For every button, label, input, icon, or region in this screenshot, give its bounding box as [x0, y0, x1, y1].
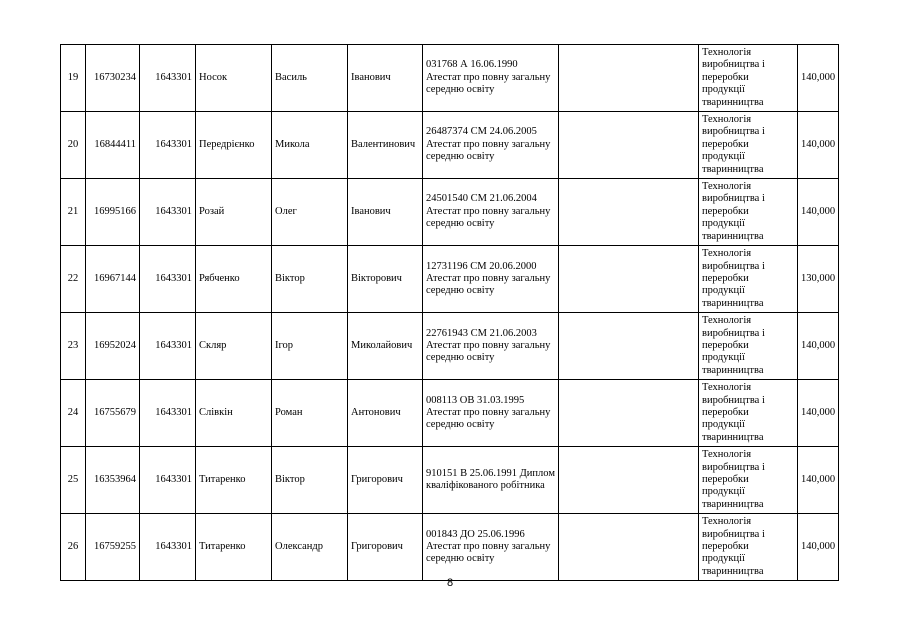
surname-cell: Носок	[196, 45, 272, 112]
program-cell: Технологія виробництва і переробки продукції тваринництва	[699, 380, 798, 447]
surname-cell: Титаренко	[196, 514, 272, 581]
specialty-code-cell: 1643301	[140, 45, 196, 112]
empty-cell	[559, 514, 699, 581]
program-cell: Технологія виробництва і переробки продукції тваринництва	[699, 45, 798, 112]
surname-cell: Розай	[196, 179, 272, 246]
row-number-cell: 23	[61, 313, 86, 380]
patronymic-cell: Антонович	[348, 380, 423, 447]
patronymic-cell: Миколайович	[348, 313, 423, 380]
surname-cell: Рябченко	[196, 246, 272, 313]
first-name-cell: Віктор	[272, 246, 348, 313]
score-cell: 140,000	[798, 313, 839, 380]
person-code-cell: 16759255	[86, 514, 140, 581]
first-name-cell: Василь	[272, 45, 348, 112]
first-name-cell: Віктор	[272, 447, 348, 514]
program-cell: Технологія виробництва і переробки продукції тваринництва	[699, 514, 798, 581]
specialty-code-cell: 1643301	[140, 179, 196, 246]
row-number-cell: 22	[61, 246, 86, 313]
surname-cell: Слівкін	[196, 380, 272, 447]
records-table	[60, 44, 839, 581]
table-row	[61, 112, 839, 179]
specialty-code-cell: 1643301	[140, 380, 196, 447]
empty-cell	[559, 45, 699, 112]
table-row	[61, 514, 839, 581]
score-cell: 140,000	[798, 179, 839, 246]
person-code-cell: 16844411	[86, 112, 140, 179]
score-cell: 140,000	[798, 514, 839, 581]
surname-cell: Передрієнко	[196, 112, 272, 179]
patronymic-cell: Іванович	[348, 45, 423, 112]
table-row	[61, 447, 839, 514]
specialty-code-cell: 1643301	[140, 112, 196, 179]
surname-cell: Титаренко	[196, 447, 272, 514]
first-name-cell: Микола	[272, 112, 348, 179]
program-cell: Технологія виробництва і переробки продукції тваринництва	[699, 313, 798, 380]
program-cell: Технологія виробництва і переробки продукції тваринництва	[699, 246, 798, 313]
row-number-cell: 25	[61, 447, 86, 514]
education-document-cell: 001843 ДО 25.06.1996 Атестат про повну загальну середню освіту	[423, 514, 559, 581]
first-name-cell: Ігор	[272, 313, 348, 380]
score-cell: 130,000	[798, 246, 839, 313]
person-code-cell: 16755679	[86, 380, 140, 447]
program-cell: Технологія виробництва і переробки продукції тваринництва	[699, 447, 798, 514]
first-name-cell: Роман	[272, 380, 348, 447]
first-name-cell: Олег	[272, 179, 348, 246]
empty-cell	[559, 380, 699, 447]
surname-cell: Скляр	[196, 313, 272, 380]
patronymic-cell: Іванович	[348, 179, 423, 246]
score-cell: 140,000	[798, 45, 839, 112]
row-number-cell: 26	[61, 514, 86, 581]
first-name-cell: Олександр	[272, 514, 348, 581]
empty-cell	[559, 112, 699, 179]
empty-cell	[559, 246, 699, 313]
table-row	[61, 246, 839, 313]
records-body	[61, 45, 839, 581]
education-document-cell: 031768 А 16.06.1990 Атестат про повну загальну середню освіту	[423, 45, 559, 112]
table-row	[61, 179, 839, 246]
table-row	[61, 45, 839, 112]
score-cell: 140,000	[798, 380, 839, 447]
row-number-cell: 24	[61, 380, 86, 447]
page-number: 8	[446, 577, 454, 589]
score-cell: 140,000	[798, 447, 839, 514]
table-row	[61, 313, 839, 380]
education-document-cell: 008113 ОВ 31.03.1995 Атестат про повну загальну середню освіту	[423, 380, 559, 447]
education-document-cell: 26487374 СМ 24.06.2005 Атестат про повну загальну середню освіту	[423, 112, 559, 179]
patronymic-cell: Григорович	[348, 447, 423, 514]
specialty-code-cell: 1643301	[140, 246, 196, 313]
specialty-code-cell: 1643301	[140, 514, 196, 581]
table-row	[61, 380, 839, 447]
empty-cell	[559, 447, 699, 514]
specialty-code-cell: 1643301	[140, 313, 196, 380]
person-code-cell: 16952024	[86, 313, 140, 380]
program-cell: Технологія виробництва і переробки продукції тваринництва	[699, 112, 798, 179]
row-number-cell: 19	[61, 45, 86, 112]
education-document-cell: 24501540 СМ 21.06.2004 Атестат про повну загальну середню освіту	[423, 179, 559, 246]
patronymic-cell: Григорович	[348, 514, 423, 581]
education-document-cell: 910151 В 25.06.1991 Диплом кваліфікованого робітника	[423, 447, 559, 514]
program-cell: Технологія виробництва і переробки продукції тваринництва	[699, 179, 798, 246]
patronymic-cell: Вікторович	[348, 246, 423, 313]
row-number-cell: 20	[61, 112, 86, 179]
patronymic-cell: Валентинович	[348, 112, 423, 179]
score-cell: 140,000	[798, 112, 839, 179]
row-number-cell: 21	[61, 179, 86, 246]
person-code-cell: 16353964	[86, 447, 140, 514]
empty-cell	[559, 179, 699, 246]
specialty-code-cell: 1643301	[140, 447, 196, 514]
empty-cell	[559, 313, 699, 380]
person-code-cell: 16995166	[86, 179, 140, 246]
person-code-cell: 16967144	[86, 246, 140, 313]
person-code-cell: 16730234	[86, 45, 140, 112]
education-document-cell: 12731196 СМ 20.06.2000 Атестат про повну загальну середню освіту	[423, 246, 559, 313]
education-document-cell: 22761943 СМ 21.06.2003 Атестат про повну загальну середню освіту	[423, 313, 559, 380]
